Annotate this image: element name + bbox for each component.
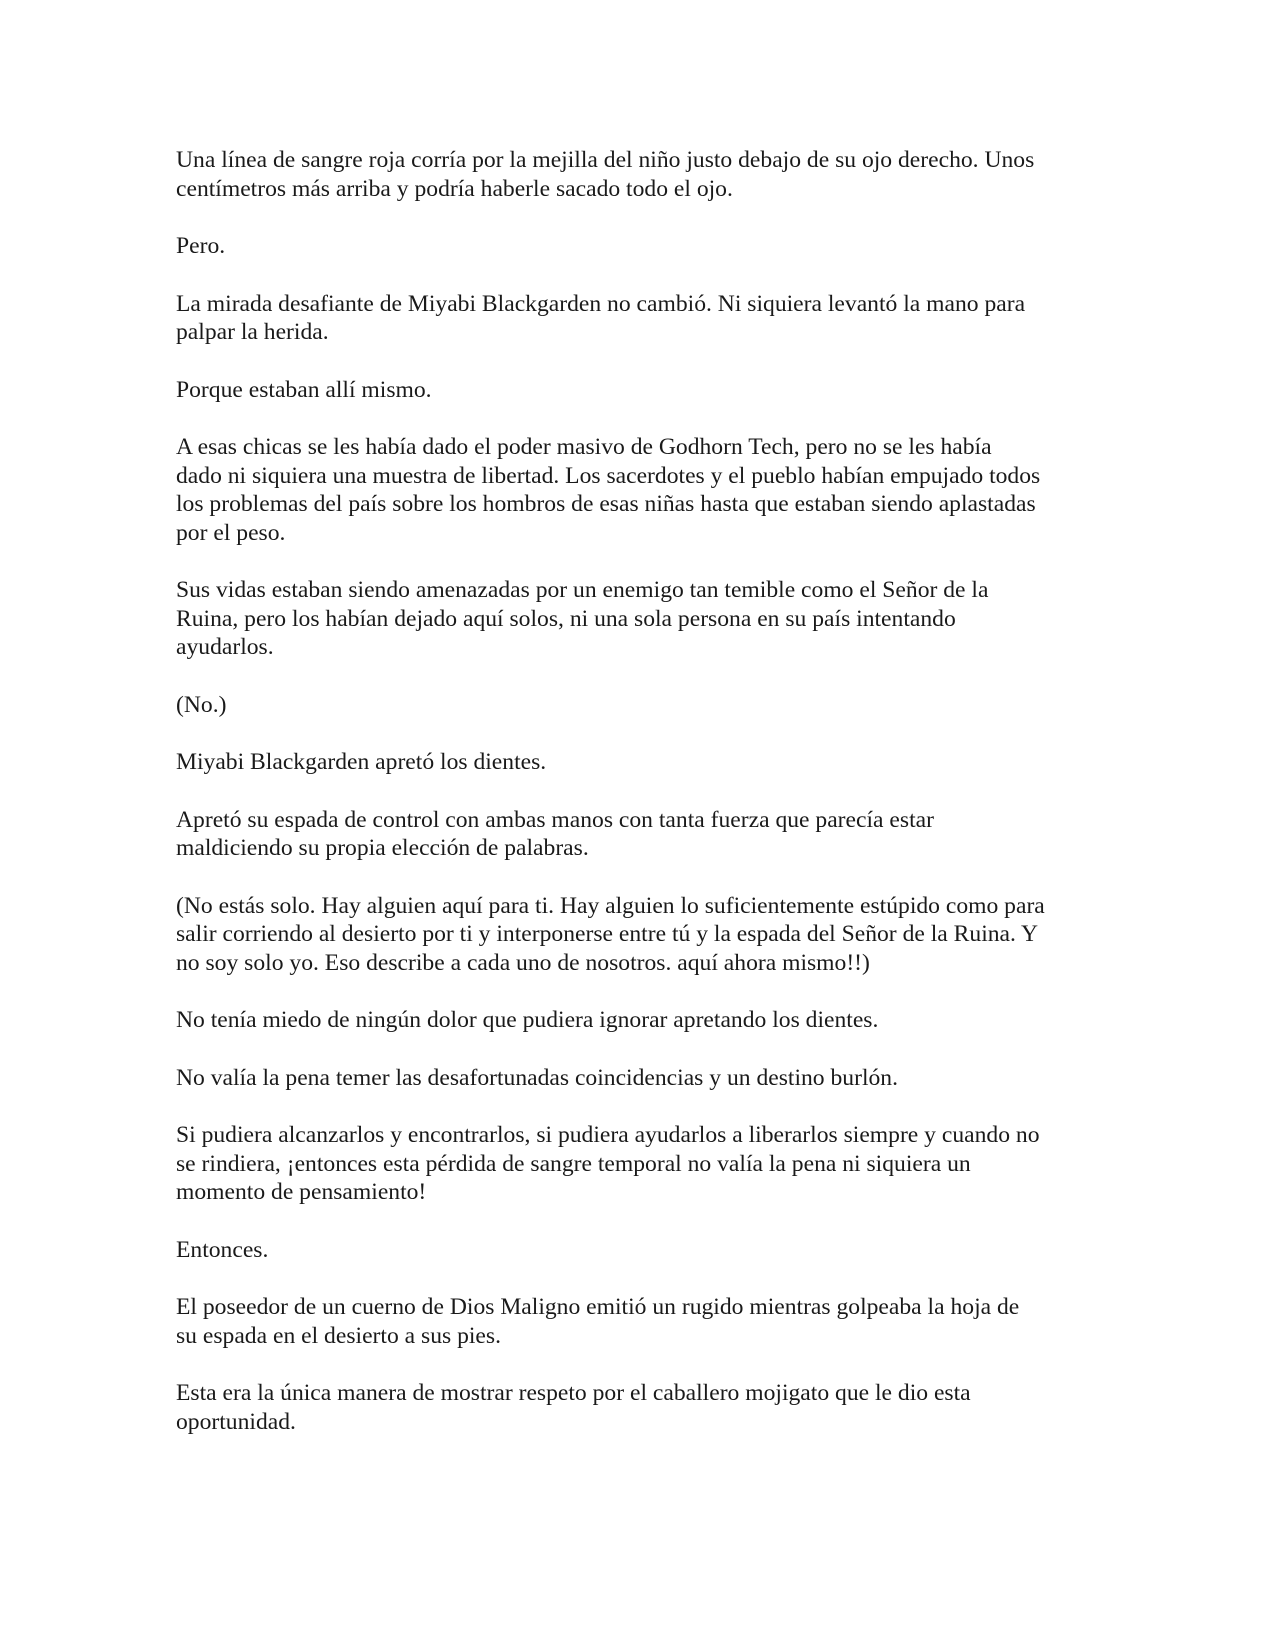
paragraph: Entonces. <box>176 1236 269 1263</box>
paragraph: No valía la pena temer las desafortunadas coincidencias y un destino burlón. <box>176 1064 898 1091</box>
document-body <box>176 146 1106 1465</box>
paragraph: Porque estaban allí mismo. <box>176 376 432 403</box>
paragraph: El poseedor de un cuerno de Dios Maligno emitió un rugido mientras golpeaba la hoja de su espada en el desierto a sus pies. <box>176 1294 1020 1349</box>
paragraph: No tenía miedo de ningún dolor que pudiera ignorar apretando los dientes. <box>176 1007 879 1033</box>
paragraph: (No estás solo. Hay alguien aquí para ti. Hay alguien lo suficientemente estúpido como para salir corriendo al desierto por ti y interponerse entre tú y la espada del Señor de la Ruina. Y no soy solo yo. Eso describe a cada uno de nosotros. aquí ahora mismo!!) <box>176 892 1045 976</box>
paragraph: Apretó su espada de control con ambas manos con tanta fuerza que parecía estar maldiciendo su propia elección de palabras. <box>176 806 934 861</box>
paragraph: Miyabi Blackgarden apretó los dientes. <box>176 749 547 775</box>
paragraph: La mirada desafiante de Miyabi Blackgarden no cambió. Ni siquiera levantó la mano para palpar la herida. <box>176 290 1026 345</box>
paragraph: A esas chicas se les había dado el poder masivo de Godhorn Tech, pero no se les había dado ni siquiera una muestra de libertad. Los sacerdotes y el pueblo habían empujado todos los problemas del país sobre los hombros de esas niñas hasta que estaban siendo aplastadas por el peso. <box>176 434 1041 546</box>
paragraph: (No.) <box>176 691 227 718</box>
paragraph: Sus vidas estaban siendo amenazadas por un enemigo tan temible como el Señor de la Ruina, pero los habían dejado aquí solos, ni una sola persona en su país intentando ayudarlos. <box>176 577 989 660</box>
paragraph: Esta era la única manera de mostrar respeto por el caballero mojigato que le dio esta oportunidad. <box>176 1380 971 1435</box>
paragraph: Si pudiera alcanzarlos y encontrarlos, si pudiera ayudarlos a liberarlos siempre y cuando no se rindiera, ¡entonces esta pérdida de sangre temporal no valía la pena ni siquiera un momento de pensamiento! <box>176 1122 1040 1205</box>
paragraph: Una línea de sangre roja corría por la mejilla del niño justo debajo de su ojo derecho. Unos centímetros más arriba y podría haberle sacado todo el ojo. <box>176 147 1035 202</box>
paragraph: Pero. <box>176 233 226 259</box>
